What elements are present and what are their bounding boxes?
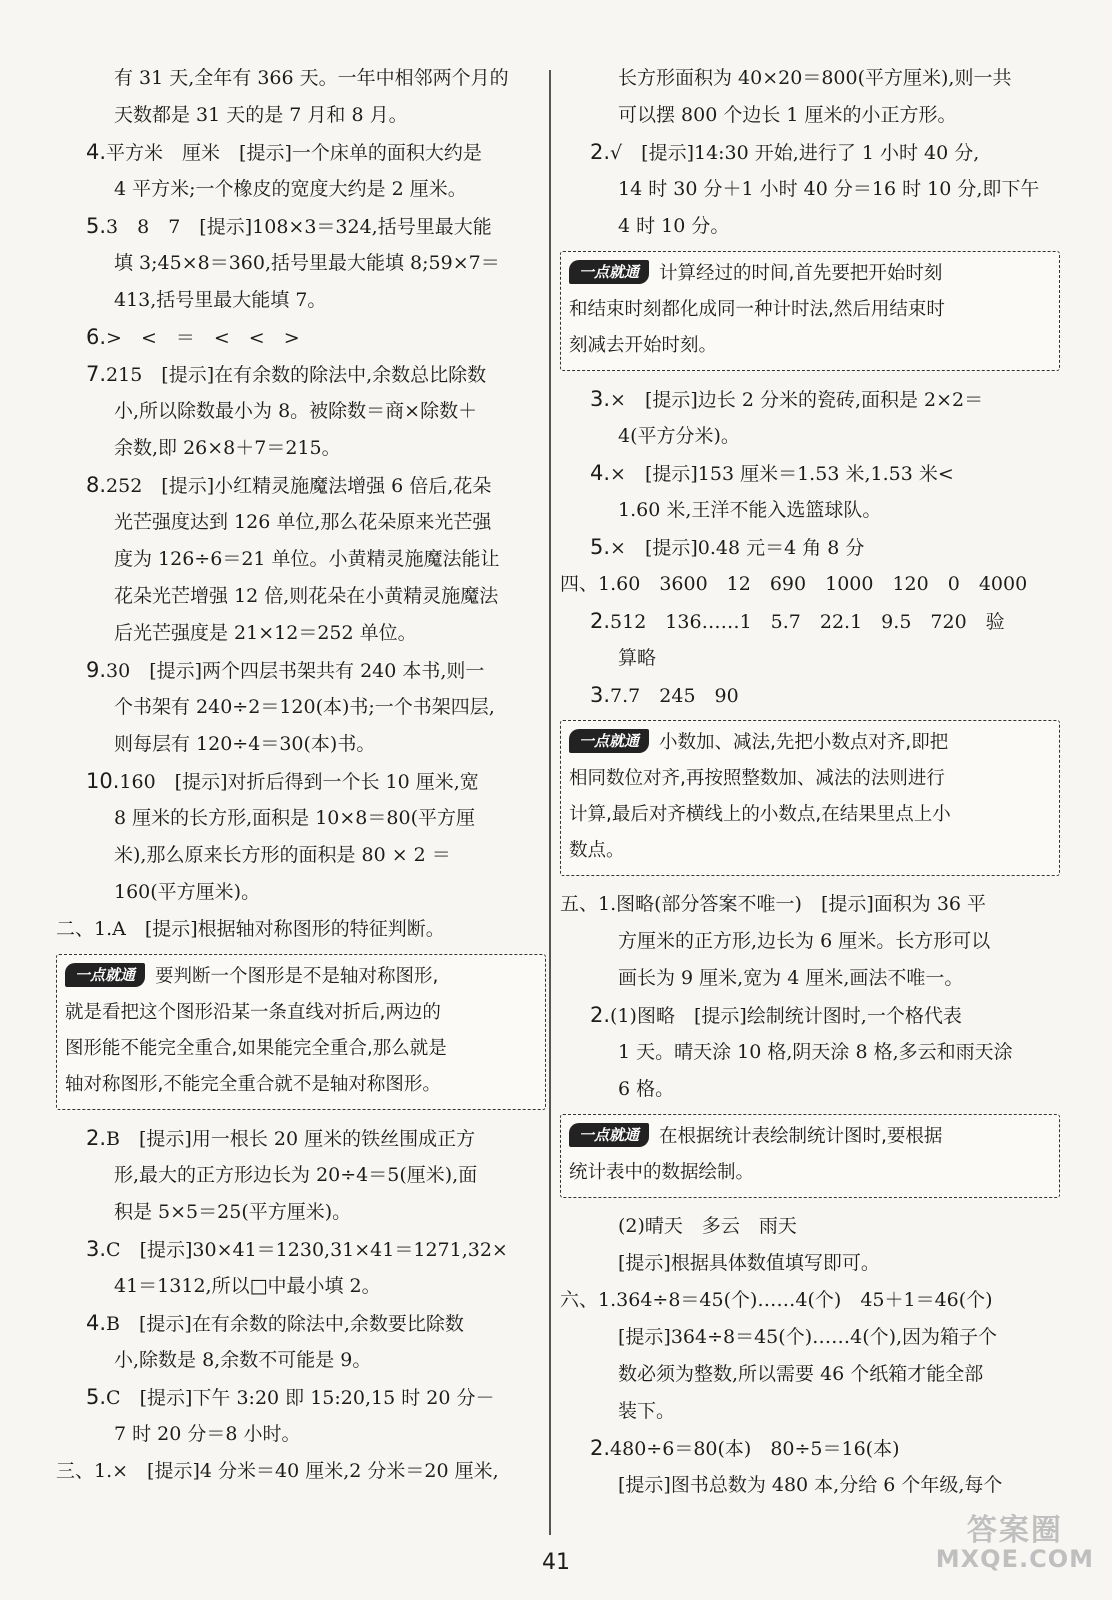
- tip-line: 相同数位对齐,再按照整数加、减法的法则进行: [569, 768, 945, 789]
- text-line: 个书架有 240÷2＝120(本)书;一个书架四层,: [114, 696, 495, 718]
- item-number: 3.: [86, 1237, 107, 1261]
- answer-text: C [提示]下午 3:20 即 15:20,15 时 20 分－: [106, 1387, 495, 1409]
- answer-text: 60 3600 12 690 1000 120 0 4000: [616, 573, 1028, 595]
- answer-text: B [提示]在有余数的除法中,余数要比除数: [106, 1313, 464, 1335]
- answer-text: √ [提示]14:30 开始,进行了 1 小时 40 分,: [610, 142, 980, 164]
- text-line: 光芒强度达到 126 单位,那么花朵原来光芒强: [114, 511, 492, 533]
- answer-text: (1)图略 [提示]绘制统计图时,一个格代表: [610, 1005, 962, 1027]
- item-number: 3.: [590, 683, 611, 707]
- answer-text: 3 8 7 [提示]108×3＝324,括号里最大能: [106, 216, 492, 238]
- text-line: 41＝1312,所以□中最小填 2。: [114, 1275, 381, 1297]
- text-line: 4(平方分米)。: [618, 425, 740, 447]
- text-line: 填 3;45×8＝360,括号里最大能填 8;59×7＝: [114, 252, 500, 274]
- answer-text: × [提示]边长 2 分米的瓷砖,面积是 2×2＝: [610, 389, 984, 411]
- right-column: [560, 60, 1060, 1504]
- answer-text: 图略(部分答案不唯一) [提示]面积为 36 平: [616, 893, 987, 915]
- text-line: 14 时 30 分＋1 小时 40 分＝16 时 10 分,即下午: [618, 178, 1040, 200]
- tip-box: [560, 251, 1060, 371]
- item-number: 2.: [86, 1126, 107, 1150]
- text-line: 花朵光芒增强 12 倍,则花朵在小黄精灵施魔法: [114, 585, 499, 607]
- tip-text: 要判断一个图形是不是轴对称图形,: [155, 966, 439, 987]
- tip-badge: 一点就通: [65, 963, 145, 987]
- text-line: 长方形面积为 40×20＝800(平方厘米),则一共: [618, 67, 1012, 89]
- text-line: 1.60 米,王洋不能入选篮球队。: [618, 499, 882, 521]
- tip-line: [569, 1119, 1051, 1155]
- section-5-answer-2: [560, 997, 1060, 1034]
- text-line: 积是 5×5＝25(平方厘米)。: [114, 1201, 352, 1223]
- text-line: 6 格。: [618, 1078, 675, 1100]
- section-2-answer-4: [56, 1305, 546, 1342]
- answer-text: 480÷6＝80(本) 80÷5＝16(本): [610, 1438, 900, 1460]
- answer-text: 512 136……1 5.7 22.1 9.5 720 验: [610, 611, 1005, 633]
- text-line: [提示]根据具体数值填写即可。: [618, 1252, 880, 1274]
- section-4-answer-2: [560, 603, 1060, 640]
- text-line: [提示]364÷8＝45(个)……4(个),因为箱子个: [618, 1326, 998, 1348]
- text-line: 160(平方厘米)。: [114, 881, 261, 903]
- text-line: 形,最大的正方形边长为 20÷4＝5(厘米),面: [114, 1164, 478, 1186]
- tip-text: 小数加、减法,先把小数点对齐,即把: [659, 732, 949, 753]
- answer-text: 215 [提示]在有余数的除法中,余数总比除数: [106, 364, 487, 386]
- tip-box: [560, 1114, 1060, 1198]
- text-line: 数必须为整数,所以需要 46 个纸箱才能全部: [618, 1363, 984, 1385]
- text-line: 算略: [618, 647, 657, 669]
- item-number: 9.: [86, 658, 107, 682]
- section-6-answer-1: [560, 1282, 1060, 1319]
- watermark-text: 答案圈: [966, 1513, 1063, 1548]
- item-number: 4.: [86, 1311, 107, 1335]
- text-line: 小,除数是 8,余数不可能是 9。: [114, 1349, 372, 1371]
- answer-4: [56, 134, 546, 171]
- answer-7: [56, 356, 546, 393]
- text-line: 天数都是 31 天的是 7 月和 8 月。: [114, 104, 408, 126]
- text-line: 装下。: [618, 1400, 676, 1422]
- item-number: 5.: [590, 535, 611, 559]
- tip-text: 在根据统计表绘制统计图时,要根据: [659, 1126, 943, 1147]
- text-line: 度为 126÷6＝21 单位。小黄精灵施魔法能让: [114, 548, 500, 570]
- text-line: 8 厘米的长方形,面积是 10×8＝80(平方厘: [114, 807, 475, 829]
- text-line: 方厘米的正方形,边长为 6 厘米。长方形可以: [618, 930, 991, 952]
- item-number: 2.: [590, 609, 611, 633]
- answer-text: B [提示]用一根长 20 厘米的铁丝围成正方: [106, 1128, 476, 1150]
- answer-text: 平方米 厘米 [提示]一个床单的面积大约是: [106, 142, 482, 164]
- tip-box: [56, 954, 546, 1110]
- text-line: 后光芒强度是 21×12＝252 单位。: [114, 622, 417, 644]
- answer-text: 160 [提示]对折后得到一个长 10 厘米,宽: [119, 771, 479, 793]
- item-number: 10.: [86, 769, 120, 793]
- section-3-answer-2: [560, 134, 1060, 171]
- section-5-answer-1: [560, 886, 1060, 923]
- text-line: 413,括号里最大能填 7。: [114, 289, 327, 311]
- item-number: 5.: [86, 1385, 107, 1409]
- tip-line: 数点。: [569, 840, 625, 861]
- item-number: 8.: [86, 473, 107, 497]
- watermark-url: MXQE.COM: [935, 1544, 1094, 1573]
- item-number: 2.: [590, 1003, 611, 1027]
- text-line: 米),那么原来长方形的面积是 80 × 2 ＝: [114, 844, 451, 866]
- tip-line: 轴对称图形,不能完全重合就不是轴对称图形。: [65, 1074, 441, 1095]
- text-line: (2)晴天 多云 雨天: [618, 1215, 797, 1237]
- section-3-answer-1: [56, 1453, 546, 1490]
- section-3-answer-3: [560, 381, 1060, 418]
- item-number: 2.: [590, 140, 611, 164]
- section-number: 三、1.: [56, 1460, 113, 1482]
- text-line: 4 平方米;一个橡皮的宽度大约是 2 厘米。: [114, 178, 467, 200]
- answer-text: × [提示]0.48 元＝4 角 8 分: [610, 537, 865, 559]
- answer-text: 30 [提示]两个四层书架共有 240 本书,则一: [106, 660, 485, 682]
- text-line: 4 时 10 分。: [618, 215, 730, 237]
- text-line: 可以摆 800 个边长 1 厘米的小正方形。: [618, 104, 957, 126]
- tip-box: [560, 720, 1060, 876]
- item-number: 3.: [590, 387, 611, 411]
- section-2-answer-5: [56, 1379, 546, 1416]
- text-line: 余数,即 26×8＋7＝215。: [114, 437, 341, 459]
- answer-text: × [提示]4 分米＝40 厘米,2 分米＝20 厘米,: [112, 1460, 499, 1482]
- tip-badge: 一点就通: [569, 1123, 649, 1147]
- section-2-answer-2: [56, 1120, 546, 1157]
- section-3-answer-5: [560, 529, 1060, 566]
- answer-text: 252 [提示]小红精灵施魔法增强 6 倍后,花朵: [106, 475, 492, 497]
- item-number: 7.: [86, 362, 107, 386]
- answer-text: 7.7 245 90: [610, 685, 739, 707]
- tip-badge: 一点就通: [569, 729, 649, 753]
- text-line: 有 31 天,全年有 366 天。一年中相邻两个月的: [114, 67, 509, 89]
- section-3-answer-4: [560, 455, 1060, 492]
- tip-line: 就是看把这个图形沿某一条直线对折后,两边的: [65, 1002, 441, 1023]
- column-divider: [549, 70, 551, 1535]
- left-column: [56, 60, 546, 1490]
- tip-line: 计算,最后对齐横线上的小数点,在结果里点上小: [569, 804, 951, 825]
- item-number: 4.: [590, 461, 611, 485]
- text-line: 则每层有 120÷4＝30(本)书。: [114, 733, 376, 755]
- answer-9: [56, 652, 546, 689]
- answer-text: C [提示]30×41＝1230,31×41＝1271,32×: [106, 1239, 508, 1261]
- answer-5: [56, 208, 546, 245]
- text-line: 7 时 20 分＝8 小时。: [114, 1423, 301, 1445]
- answer-10: [56, 763, 546, 800]
- answer-text: > < ＝ < < >: [106, 327, 300, 349]
- section-2-answer-1: [56, 911, 546, 948]
- text-line: 小,所以除数最小为 8。被除数＝商×除数＋: [114, 400, 478, 422]
- tip-line: 图形能不能完全重合,如果能完全重合,那么就是: [65, 1038, 447, 1059]
- tip-line: 刻减去开始时刻。: [569, 335, 718, 356]
- tip-badge: 一点就通: [569, 260, 649, 284]
- section-6-answer-2: [560, 1430, 1060, 1467]
- section-2-answer-3: [56, 1231, 546, 1268]
- item-number: 6.: [86, 325, 107, 349]
- section-number: 二、1.: [56, 918, 113, 940]
- item-number: 5.: [86, 214, 107, 238]
- item-number: 2.: [590, 1436, 611, 1460]
- section-number: 六、1.: [560, 1289, 617, 1311]
- tip-line: [569, 725, 1051, 761]
- item-number: 4.: [86, 140, 107, 164]
- text-line: 画长为 9 厘米,宽为 4 厘米,画法不唯一。: [618, 967, 964, 989]
- tip-line: 和结束时刻都化成同一种计时法,然后用结束时: [569, 299, 945, 320]
- answer-text: 364÷8＝45(个)……4(个) 45＋1＝46(个): [616, 1289, 993, 1311]
- watermark: [936, 1515, 1094, 1572]
- tip-line: [569, 256, 1051, 292]
- tip-text: 计算经过的时间,首先要把开始时刻: [659, 263, 943, 284]
- answer-8: [56, 467, 546, 504]
- answer-text: A [提示]根据轴对称图形的特征判断。: [112, 918, 445, 940]
- text-line: 1 天。晴天涂 10 格,阴天涂 8 格,多云和雨天涂: [618, 1041, 1013, 1063]
- section-4-answer-1: [560, 566, 1060, 603]
- tip-line: [65, 959, 537, 995]
- section-number: 四、1.: [560, 573, 617, 595]
- answer-6: [56, 319, 546, 356]
- page-number: 41: [542, 1550, 570, 1575]
- tip-line: 统计表中的数据绘制。: [569, 1162, 755, 1183]
- text-line: [提示]图书总数为 480 本,分给 6 个年级,每个: [618, 1474, 1003, 1496]
- section-number: 五、1.: [560, 893, 617, 915]
- answer-text: × [提示]153 厘米＝1.53 米,1.53 米<: [610, 463, 954, 485]
- section-4-answer-3: [560, 677, 1060, 714]
